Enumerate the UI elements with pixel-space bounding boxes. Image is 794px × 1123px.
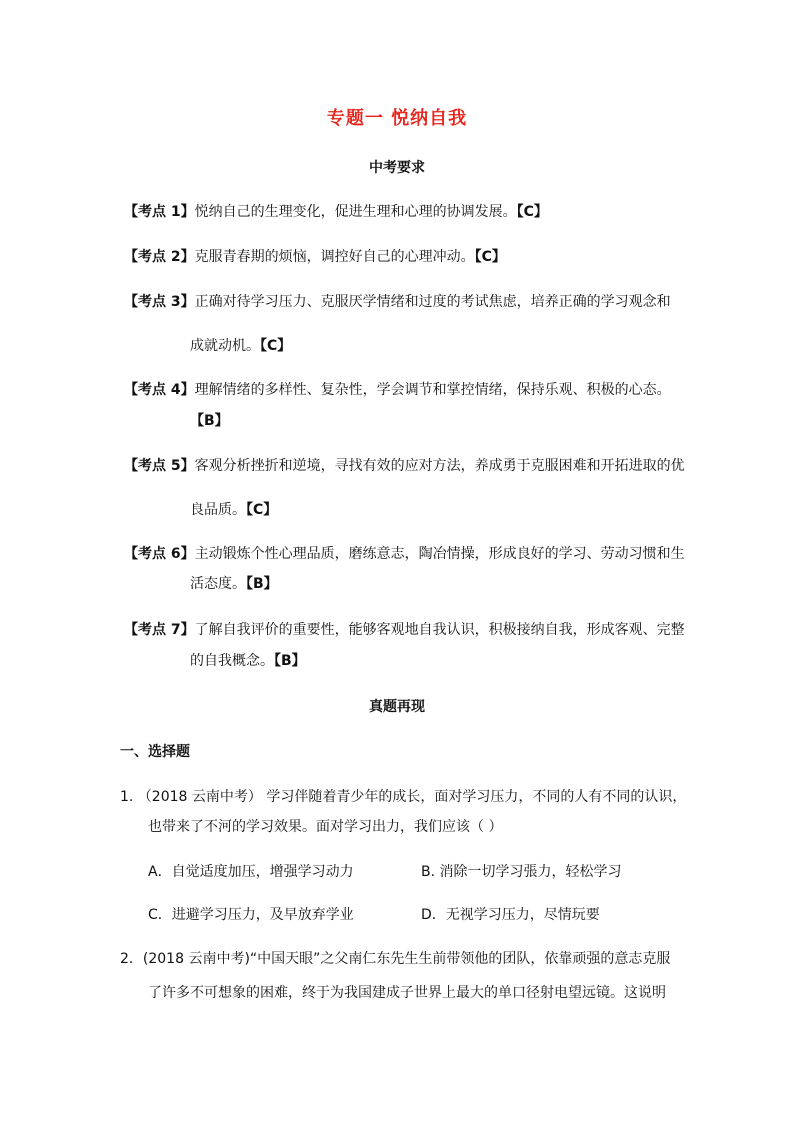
part-heading-multiple-choice: 一、选择题 [120, 744, 190, 760]
question-1-option-b: B. 消除一切学习張力，轻松学习 [421, 864, 622, 880]
kaodian-grade: 【B】 [246, 576, 278, 592]
kaodian-text: 良品质。 [190, 502, 246, 518]
kaodian-text: 克服青春期的烦恼，调控好自己的心理冲动。 [194, 249, 475, 265]
kaodian-text: 主动锻炼个性心理品质，磨练意志，陶冶情操，形成良好的学习、劳动习惯和生 [194, 546, 685, 562]
question-1-option-a: A．自觉适度加压，增强学习动力 [148, 864, 354, 880]
kaodian-tag: 【考点 3】 [124, 294, 195, 310]
question-2-line-1: 2．(2018 云南中考)“中国天眼”之父南仁东先生生前带领他的团队，依靠顽强的意志克服 [120, 951, 671, 967]
kaodian-tag: 【考点 5】 [124, 458, 195, 474]
question-1-option-c: C．进避学习压力，及早放弃学业 [148, 907, 354, 923]
doc-title: 专题一 悦纳自我 [326, 108, 468, 129]
kaodian-grade: 【B】 [190, 413, 229, 429]
kaodian-grade: 【C】 [246, 502, 278, 518]
kaodian-7-continuation [190, 650, 306, 672]
kaodian-grade: 【C】 [260, 338, 292, 354]
kaodian-1 [124, 201, 548, 223]
kaodian-grade: 【C】 [516, 204, 548, 220]
kaodian-7 [124, 619, 685, 641]
kaodian-3-continuation [190, 335, 291, 357]
kaodian-3 [124, 291, 671, 313]
kaodian-text: 了解自我评价的重要性，能够客观地自我认识，积极接纳自我，形成客观、完整 [194, 622, 685, 638]
kaodian-grade: 【B】 [274, 653, 306, 669]
kaodian-4 [124, 379, 671, 401]
kaodian-text: 成就动机。 [190, 338, 260, 354]
kaodian-2 [124, 246, 506, 268]
kaodian-grade: 【C】 [474, 249, 506, 265]
kaodian-5 [124, 455, 685, 477]
kaodian-text: 客观分析挫折和逆境，寻找有效的应对方法，养成勇于克服困难和开拓进取的优 [194, 458, 685, 474]
kaodian-text: 悦纳自己的生理变化，促进生理和心理的协调发展。 [194, 204, 517, 220]
question-1-option-d: D．无视学习压力，尽情玩要 [421, 907, 600, 923]
kaodian-4-continuation [190, 410, 229, 432]
kaodian-text: 活态度。 [190, 576, 246, 592]
kaodian-text: 正确对待学习压力、克服厌学情绪和过度的考试焦虑，培养正确的学习观念和 [194, 294, 671, 310]
section-heading-past-questions: 真题再现 [369, 699, 425, 715]
kaodian-tag: 【考点 1】 [124, 204, 195, 220]
question-1-line-1: 1. （2018 云南中考） 学习伴随着青少年的成长，面对学习压力，不同的人有不同的认识， [120, 789, 687, 805]
question-1-line-2: 也带来了不河的学习效果。面对学习出力，我们应该（ ） [148, 819, 503, 835]
kaodian-text: 理解情绪的多样性、复杂性，学会调节和掌控情绪，保持乐观、积极的心态。 [194, 382, 671, 398]
question-2-line-2: 了许多不可想象的困难，终于为我国建成子世界上最大的单口径射电望远镜。这说明 [148, 985, 666, 1001]
kaodian-6 [124, 543, 685, 565]
kaodian-tag: 【考点 6】 [124, 546, 195, 562]
kaodian-tag: 【考点 7】 [124, 622, 195, 638]
kaodian-tag: 【考点 4】 [124, 382, 195, 398]
kaodian-6-continuation [190, 573, 278, 595]
kaodian-5-continuation [190, 499, 277, 521]
kaodian-tag: 【考点 2】 [124, 249, 195, 265]
kaodian-text: 的自我概念。 [190, 653, 274, 669]
section-heading-requirements: 中考要求 [369, 160, 425, 176]
